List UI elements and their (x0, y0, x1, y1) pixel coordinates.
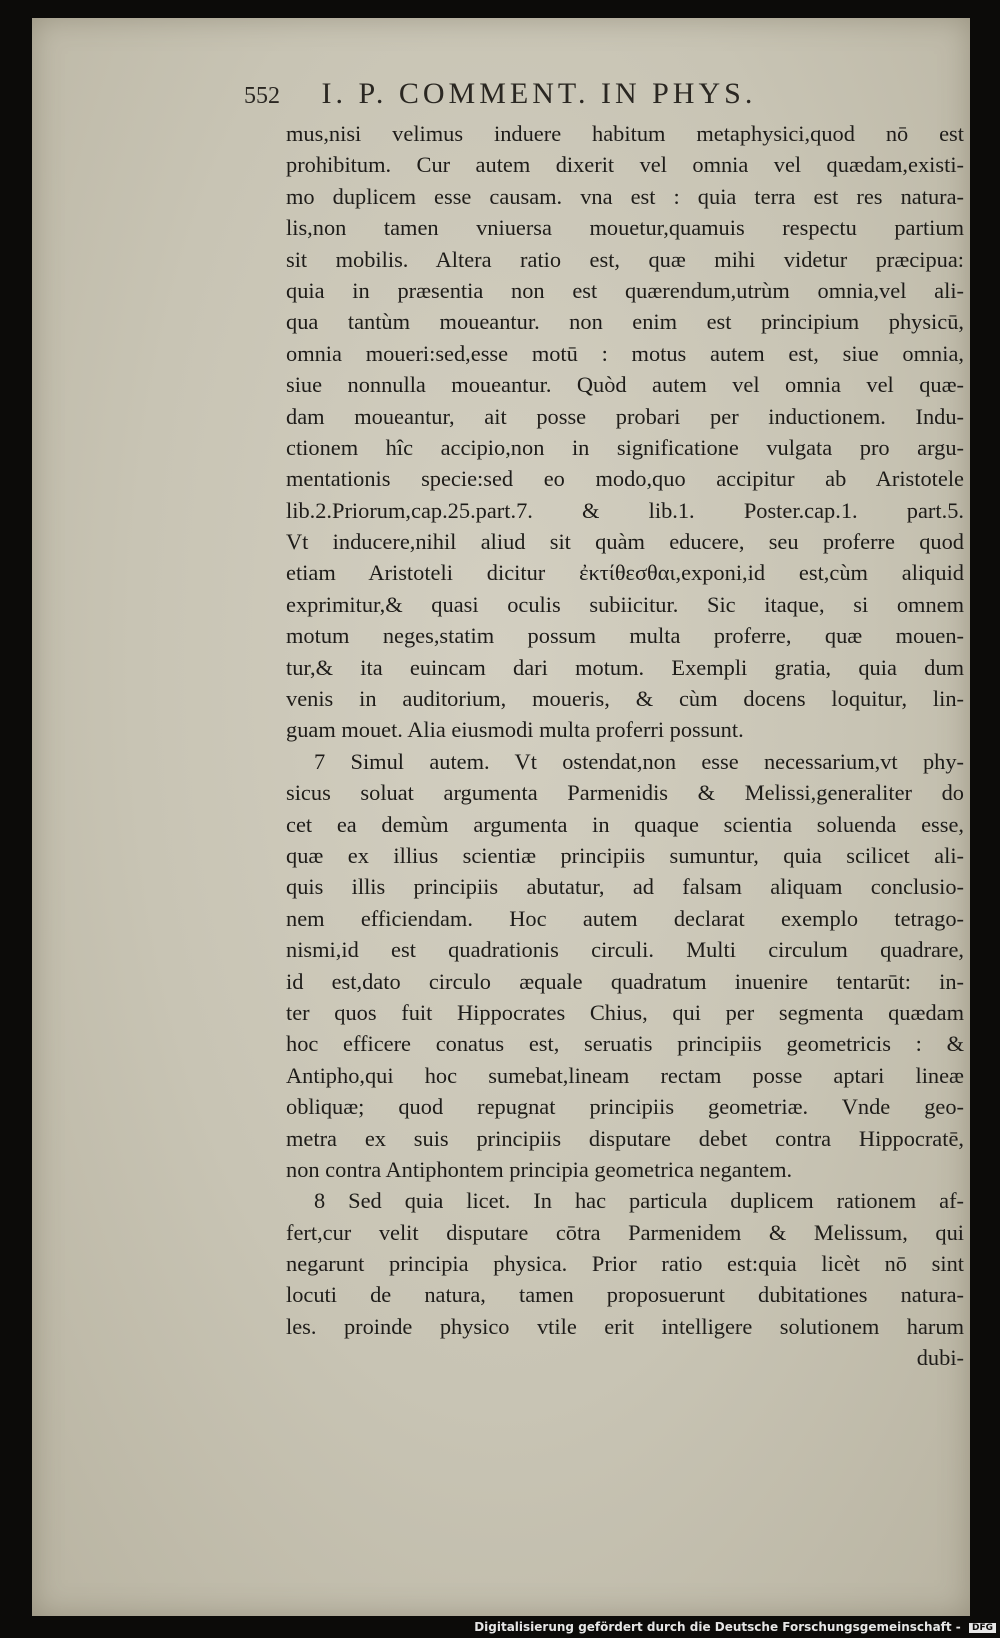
text-line: lib.2.Priorum,cap.25.part.7. & lib.1. Poster.cap.1. part.5. (286, 497, 964, 523)
text-line: sit mobilis. Altera ratio est, quæ mihi videtur præcipua: (286, 246, 964, 272)
running-title: I. P. COMMENT. IN PHYS. (321, 77, 757, 110)
text-line: lis,non tamen vniuersa mouetur,quamuis respectu partium (286, 215, 964, 241)
text-line: mo duplicem esse causam. vna est : quia terra est res natura- (286, 183, 964, 209)
text-line: nem efficiendam. Hoc autem declarat exemplo tetrago- (286, 905, 964, 931)
text-line: quis illis principiis abutatur, ad falsam aliquam conclusio- (286, 874, 964, 900)
catchword: dubi- (916, 1345, 964, 1371)
text-line: omnia moueri:sed,esse motū : motus autem est, siue omnia, (286, 340, 964, 366)
text-line: etiam Aristoteli dicitur ἐκτίθεσθαι,exponi,id est,cùm aliquid (286, 560, 964, 586)
text-line: mus,nisi velimus induere habitum metaphysici,quod nō est (286, 121, 964, 146)
text-line: mentationis specie:sed eo modo,quo accipitur ab Aristotele (286, 466, 964, 492)
text-line: obliquæ; quod repugnat principiis geometriæ. Vnde geo- (286, 1094, 964, 1120)
text-line: 8 Sed quia licet. In hac particula duplicem rationem af- (314, 1188, 964, 1214)
body-text (286, 118, 964, 1374)
text-line: exprimitur,& quasi oculis subiicitur. Sic itaque, si omnem (286, 591, 964, 617)
text-line: qua tantùm moueantur. non enim est principium physicū, (286, 309, 964, 335)
text-line: siue nonnulla moueantur. Quòd autem vel omnia vel quæ- (286, 372, 964, 398)
text-line: fert,cur velit disputare cōtra Parmenidem & Melissum, qui (286, 1219, 964, 1245)
text-line: quia in præsentia non est quærendum,utrùm omnia,vel ali- (286, 277, 964, 303)
text-line: motum neges,statim possum multa proferre, quæ mouen- (286, 623, 964, 649)
text-line: id est,dato circulo æquale quadratum inuenire tentarūt: in- (286, 968, 964, 994)
text-line: 7 Simul autem. Vt ostendat,non esse necessarium,vt phy- (314, 748, 964, 774)
dfg-logo-icon: DFG (969, 1623, 996, 1633)
text-line: ter quos fuit Hippocrates Chius, qui per segmenta quædam (286, 999, 964, 1025)
footer-credit: Digitalisierung gefördert durch die Deutsche Forschungsgemeinschaft - (474, 1620, 961, 1634)
text-line: sicus soluat argumenta Parmenidis & Melissi,generaliter do (286, 780, 964, 806)
text-line: tur,& ita euincam dari motum. Exempli gratia, quia dum (286, 654, 964, 680)
text-line: locuti de natura, tamen proposuerunt dubitationes natura- (286, 1282, 964, 1308)
text-line: quæ ex illius scientiæ principiis sumuntur, quia scilicet ali- (286, 842, 964, 868)
text-line: Antipho,qui hoc sumebat,lineam rectam posse aptari lineæ (286, 1062, 964, 1088)
text-line: negarunt principia physica. Prior ratio est:quia licèt nō sint (286, 1251, 964, 1277)
text-line: venis in auditorium, moueris, & cùm docens loquitur, lin- (286, 686, 964, 712)
text-line: non contra Antiphontem principia geometrica negantem. (286, 1156, 793, 1182)
running-header (244, 77, 884, 111)
text-line: hoc efficere conatus est, seruatis principiis geometricis : & (286, 1031, 964, 1057)
text-line: nismi,id est quadrationis circuli. Multi circulum quadrare, (286, 937, 964, 963)
text-line: cet ea demùm argumenta in quaque scientia soluenda esse, (286, 811, 964, 837)
text-line: guam mouet. Alia eiusmodi multa proferri possunt. (286, 717, 744, 743)
page-number: 552 (244, 83, 280, 109)
text-line: dam moueantur, ait posse probari per inductionem. Indu- (286, 403, 964, 429)
text-line: ctionem hîc accipio,non in significatione vulgata pro argu- (286, 434, 964, 460)
digitization-footer (474, 1620, 996, 1634)
text-line: Vt inducere,nihil aliud sit quàm educere, seu proferre quod (286, 529, 964, 555)
text-line: prohibitum. Cur autem dixerit vel omnia vel quædam,existi- (286, 152, 964, 178)
text-line: les. proinde physico vtile erit intelligere solutionem harum (286, 1313, 964, 1339)
text-line: metra ex suis principiis disputare debet contra Hippocratē, (286, 1125, 964, 1151)
